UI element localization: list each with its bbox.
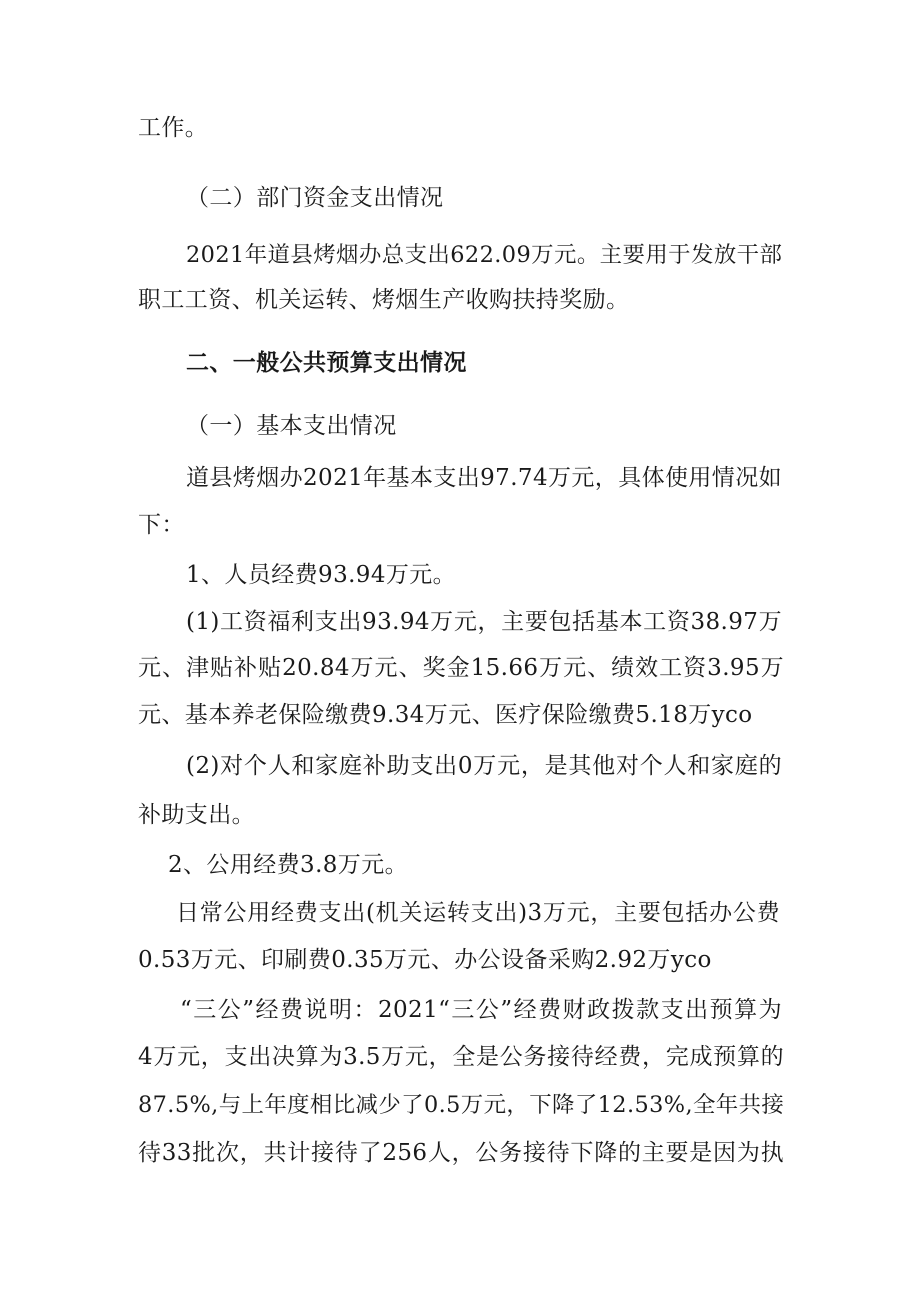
paragraph-line: (2)对个人和家庭补助支出0万元，是其他对个人和家庭的 [186, 753, 782, 779]
paragraph-line: 4万元，支出决算为3.5万元，全是公务接待经费，完成预算的 [138, 1044, 784, 1070]
paragraph-line: 元、基本养老保险缴费9.34万元、医疗保险缴费5.18万yco [138, 702, 753, 728]
paragraph-line: 职工工资、机关运转、烤烟生产收购扶持奖励。 [138, 287, 630, 313]
paragraph-line: (1)工资福利支出93.94万元，主要包括基本工资38.97万 [186, 609, 782, 635]
list-item-personnel-funds: 1、人员经费93.94万元。 [186, 562, 457, 588]
paragraph-line: 0.53万元、印刷费0.35万元、办公设备采购2.92万yco [138, 947, 712, 973]
paragraph-line: 元、津贴补贴20.84万元、奖金15.66万元、绩效工资3.95万 [138, 655, 784, 681]
list-item-public-funds: 2、公用经费3.8万元。 [168, 852, 409, 878]
paragraph-line: 待33批次，共计接待了256人，公务接待下降的主要是因为执 [138, 1140, 784, 1166]
section-subheading-basic-expenditure: （一）基本支出情况 [186, 413, 397, 439]
section-heading-general-budget: 二、一般公共预算支出情况 [186, 349, 467, 376]
paragraph-line: 下： [138, 512, 185, 538]
paragraph-line-continuation: 工作。 [138, 115, 209, 141]
paragraph-line: 补助支出。 [138, 802, 255, 828]
section-subheading-department-expenditure: （二）部门资金支出情况 [186, 185, 444, 211]
paragraph-line: 日常公用经费支出(机关运转支出)3万元，主要包括办公费 [176, 900, 780, 926]
paragraph-line: 87.5%,与上年度相比减少了0.5万元，下降了12.53%,全年共接 [138, 1092, 785, 1118]
paragraph-line: 2021年道县烤烟办总支出622.09万元。主要用于发放干部 [186, 242, 783, 268]
paragraph-line: 道县烤烟办2021年基本支出97.74万元，具体使用情况如 [186, 465, 782, 491]
paragraph-line: “三公”经费说明：2021“三公”经费财政拨款支出预算为 [180, 997, 782, 1023]
